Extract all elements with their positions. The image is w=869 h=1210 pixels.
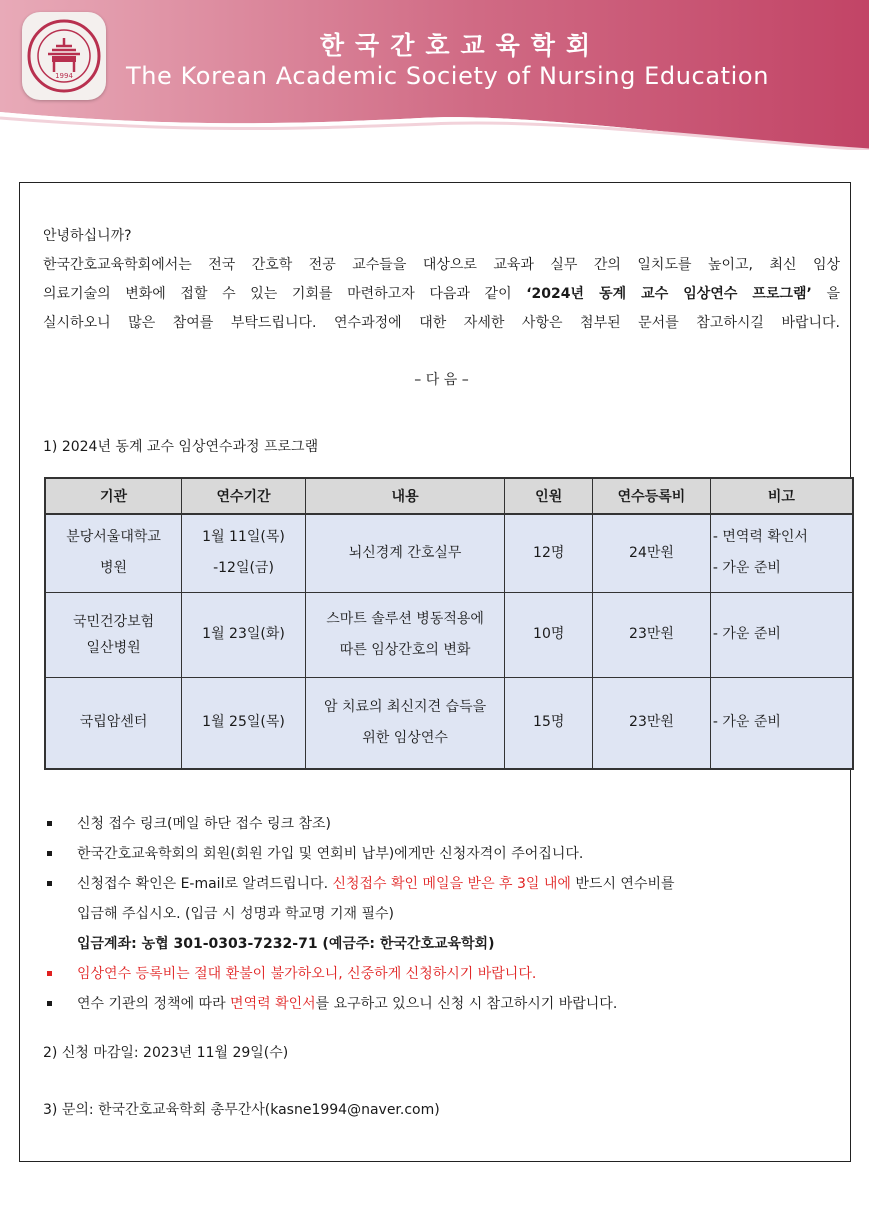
cell-line: 분당서울대학교: [66, 529, 161, 546]
society-title-english: The Korean Academic Society of Nursing Education: [125, 62, 770, 90]
cell-line: -12일(금): [213, 560, 274, 577]
header-banner: [0, 0, 869, 150]
cell-line: - 가운 준비: [712, 714, 781, 731]
note-cell: [710, 514, 853, 592]
bullet-text: 한국간호교육학회의 회원(회원 가입 및 연회비 납부)에게만 신청자격이 주어집니다.: [77, 846, 584, 862]
cell-line: - 가운 준비: [712, 626, 781, 642]
column-header: 내용: [305, 478, 504, 514]
cell-line: 스마트 솔루션 병동적용에: [326, 610, 484, 627]
intro-line-1: 한국간호교육학회에서는 전국 간호학 전공 교수들을 대상으로 교육과 실무 간의 일치도를 높이고, 최신 임상: [43, 257, 840, 273]
table-header-row: [45, 478, 853, 514]
cell-line: 국민건강보험: [72, 613, 155, 630]
intro-line-2-end: 을: [811, 286, 840, 302]
highlighted-text: 신청접수 확인 메일을 받은 후 3일 내에: [332, 876, 571, 892]
note-cell: [710, 677, 853, 769]
period-cell: [182, 677, 306, 769]
fee-cell: 23만원: [593, 677, 711, 769]
greeting: 안녕하십니까?: [43, 228, 132, 244]
cell-line: 국립암센터: [79, 714, 148, 731]
cell-line: 뇌신경계 간호실무: [348, 544, 462, 561]
bullet-text: 를 요구하고 있으니 신청 시 참고하시기 바랍니다.: [315, 996, 618, 1012]
people-cell: 10명: [505, 592, 593, 677]
fee-cell: 23만원: [593, 592, 711, 677]
bullet-text: 연수 기관의 정책에 따라: [77, 996, 231, 1012]
cell-line: 1월 25일(목): [202, 714, 285, 731]
cell-line: 일산병원: [86, 639, 141, 656]
people-cell: 12명: [505, 514, 593, 592]
bullet-text: 반드시 연수비를: [570, 876, 675, 892]
bullet-text: 입금해 주십시오. (입금 시 성명과 학교명 기재 필수): [77, 906, 395, 922]
table-row: [45, 592, 853, 677]
list-item: [43, 989, 843, 1019]
bullet-icon: [47, 1001, 52, 1006]
cell-line: 1월 11일(목): [202, 529, 285, 546]
institution-cell: [45, 514, 182, 592]
column-header: 연수등록비: [593, 478, 711, 514]
intro-line-2-text: 의료기술의 변화에 접할 수 있는 기회를 마련하고자 다음과 같이: [43, 286, 527, 302]
refund-warning: 임상연수 등록비는 절대 환불이 불가하오니, 신중하게 신청하시기 바랍니다.: [77, 966, 537, 982]
content-cell: [305, 592, 504, 677]
list-item: [43, 809, 843, 839]
svg-text:1994: 1994: [55, 72, 73, 80]
content-cell: [305, 514, 504, 592]
column-header: 연수기간: [182, 478, 306, 514]
cell-line: 암 치료의 최신지견 습득을: [324, 698, 487, 715]
bank-account-info: 입금계좌: 농협 301-0303-7232-71 (예금주: 한국간호교육학회): [77, 936, 495, 952]
period-cell: [182, 514, 306, 592]
cell-line: 위한 임상연수: [362, 729, 448, 746]
section-1-title: 1) 2024년 동계 교수 임상연수과정 프로그램: [43, 439, 319, 455]
highlighted-text: 면역력 확인서: [230, 996, 316, 1012]
cell-line: - 면역력 확인서: [712, 529, 808, 546]
bullet-icon: [47, 851, 52, 856]
separator: – 다 음 –: [414, 372, 469, 388]
bullet-text: 신청접수 확인은 E-mail로 알려드립니다.: [77, 876, 333, 892]
fee-cell: 24만원: [593, 514, 711, 592]
cell-line: - 가운 준비: [712, 560, 781, 577]
cell-line: 병원: [100, 560, 128, 577]
period-cell: [182, 592, 306, 677]
deadline: 2) 신청 마감일: 2023년 11월 29일(수): [43, 1045, 289, 1061]
notice-bullets: [43, 809, 843, 1019]
program-name: ‘2024년 동계 교수 임상연수 프로그램’: [526, 286, 812, 302]
contact-info: 3) 문의: 한국간호교육학회 총무간사(kasne1994@naver.com): [43, 1102, 440, 1118]
cell-line: 1월 23일(화): [202, 626, 285, 642]
program-table: [44, 477, 854, 770]
list-item: [43, 959, 843, 989]
intro-line-3: 실시하오니 많은 참여를 부탁드립니다. 연수과정에 대한 자세한 사항은 첨부된 문서를 참고하시길 바랍니다.: [43, 315, 840, 331]
table-row: [45, 677, 853, 769]
bullet-icon: [47, 821, 52, 826]
bullet-icon: [47, 971, 52, 976]
column-header: 인원: [505, 478, 593, 514]
bullet-icon: [47, 881, 52, 886]
bullet-text: 신청 접수 링크(메일 하단 접수 링크 참조): [77, 816, 332, 832]
column-header: 기관: [45, 478, 182, 514]
table-row: [45, 514, 853, 592]
society-title-korean: 한국간호교육학회: [319, 31, 602, 60]
notice-box: [19, 182, 851, 1162]
list-item: [43, 869, 843, 959]
content-cell: [305, 677, 504, 769]
institution-cell: [45, 677, 182, 769]
column-header: 비고: [710, 478, 853, 514]
list-item: [43, 839, 843, 869]
note-cell: [710, 592, 853, 677]
people-cell: 15명: [505, 677, 593, 769]
cell-line: 따른 임상간호의 변화: [339, 641, 471, 658]
intro-line-2: [43, 284, 840, 304]
institution-cell: [45, 592, 182, 677]
